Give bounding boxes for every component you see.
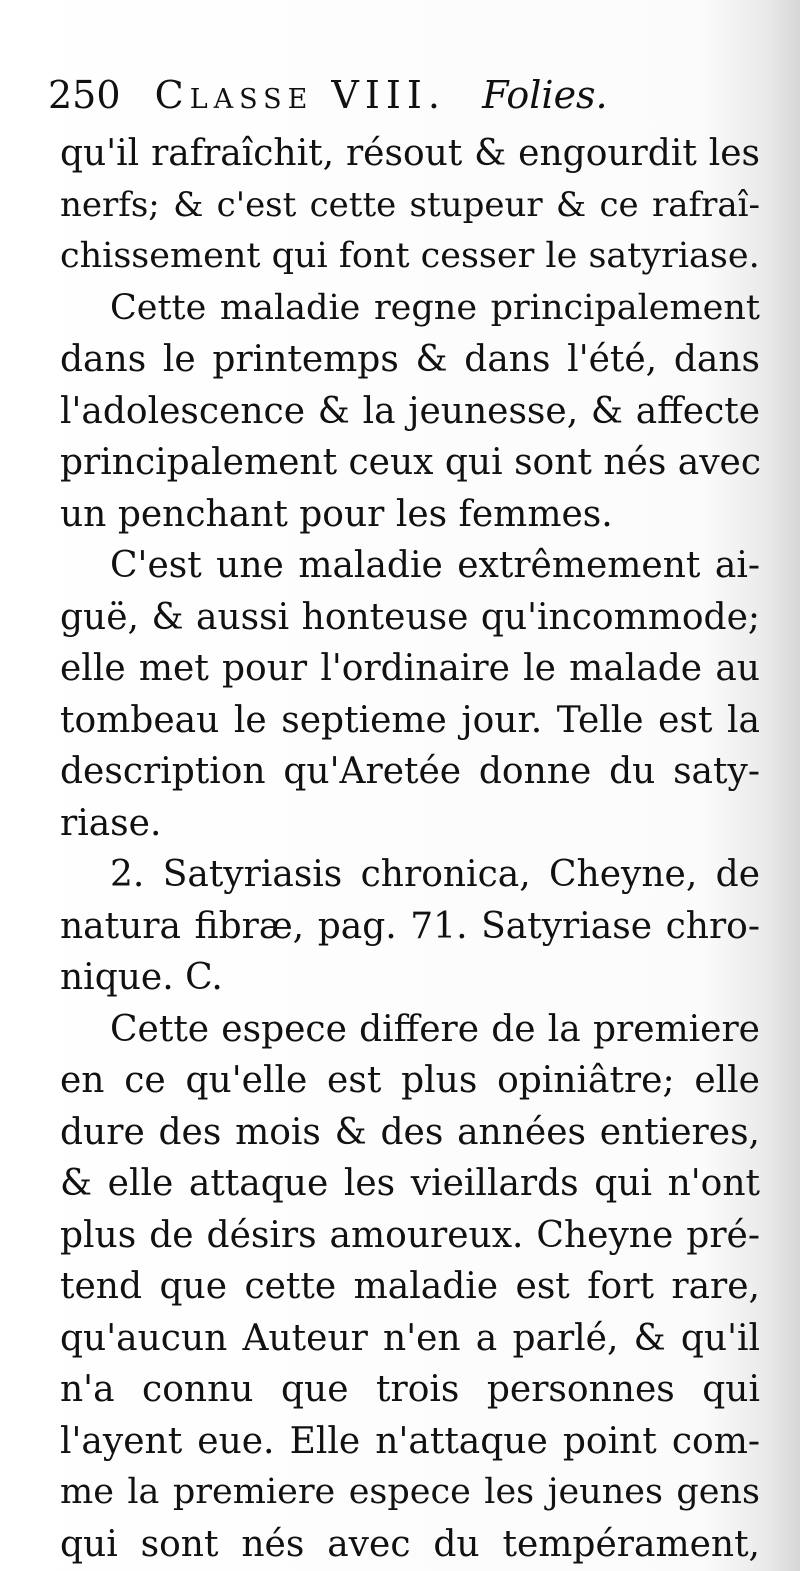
text-line: natura fibræ, pag. 71. Satyriase chro- xyxy=(60,905,760,947)
section-label: Folies. xyxy=(482,73,608,117)
body-text xyxy=(60,128,760,1570)
text-line: elle met pour l'ordinaire le malade au xyxy=(60,648,760,689)
text-line: description qu'Aretée donne du saty- xyxy=(60,751,760,792)
text-line: Cette maladie regne principalement xyxy=(110,287,760,328)
text-line: nique. C. xyxy=(60,957,223,998)
class-label: Classe VIII. xyxy=(154,73,446,117)
text-line: dans le printemps & dans l'été, dans xyxy=(60,339,760,380)
text-line: en ce qu'elle est plus opiniâtre; elle xyxy=(60,1060,760,1101)
text-line: nerfs; & c'est cette stupeur & ce rafraî- xyxy=(60,184,760,225)
text-line: l'adolescence & la jeunesse, & affecte xyxy=(60,390,760,432)
text-line: l'ayent eue. Elle n'attaque point com- xyxy=(60,1420,760,1462)
text-line: qui sont nés avec du tempérament, xyxy=(60,1523,760,1565)
text-line: dure des mois & des années entieres, xyxy=(60,1111,760,1153)
text-line: n'a connu que trois personnes qui xyxy=(60,1369,760,1410)
text-line: chissement qui font cesser le satyriase. xyxy=(60,236,760,276)
text-line: me la premiere espece les jeunes gens xyxy=(60,1472,760,1512)
text-line: tend que cette maladie est fort rare, xyxy=(60,1266,760,1307)
text-line: qu'aucun Auteur n'en a parlé, & qu'il xyxy=(60,1317,760,1359)
text-line: & elle attaque les vieillards qui n'ont xyxy=(60,1163,760,1204)
text-line: tombeau le septieme jour. Telle est la xyxy=(60,699,760,741)
text-line: guë, & aussi honteuse qu'incommode; xyxy=(60,596,760,638)
text-line: principalement ceux qui sont nés avec xyxy=(60,442,761,483)
text-line: qu'il rafraîchit, résout & engourdit les xyxy=(60,133,760,174)
text-line: un penchant pour les femmes. xyxy=(60,493,613,535)
text-line: riase. xyxy=(60,802,162,844)
running-header xyxy=(48,70,768,120)
text-line: Cette espece differe de la premiere xyxy=(110,1008,760,1050)
text-line: 2. Satyriasis chronica, Cheyne, de xyxy=(110,854,760,895)
text-line: plus de désirs amoureux. Cheyne pré- xyxy=(60,1214,760,1256)
page-number: 250 xyxy=(48,73,121,117)
text-line: C'est une maladie extrêmement ai- xyxy=(110,545,760,586)
